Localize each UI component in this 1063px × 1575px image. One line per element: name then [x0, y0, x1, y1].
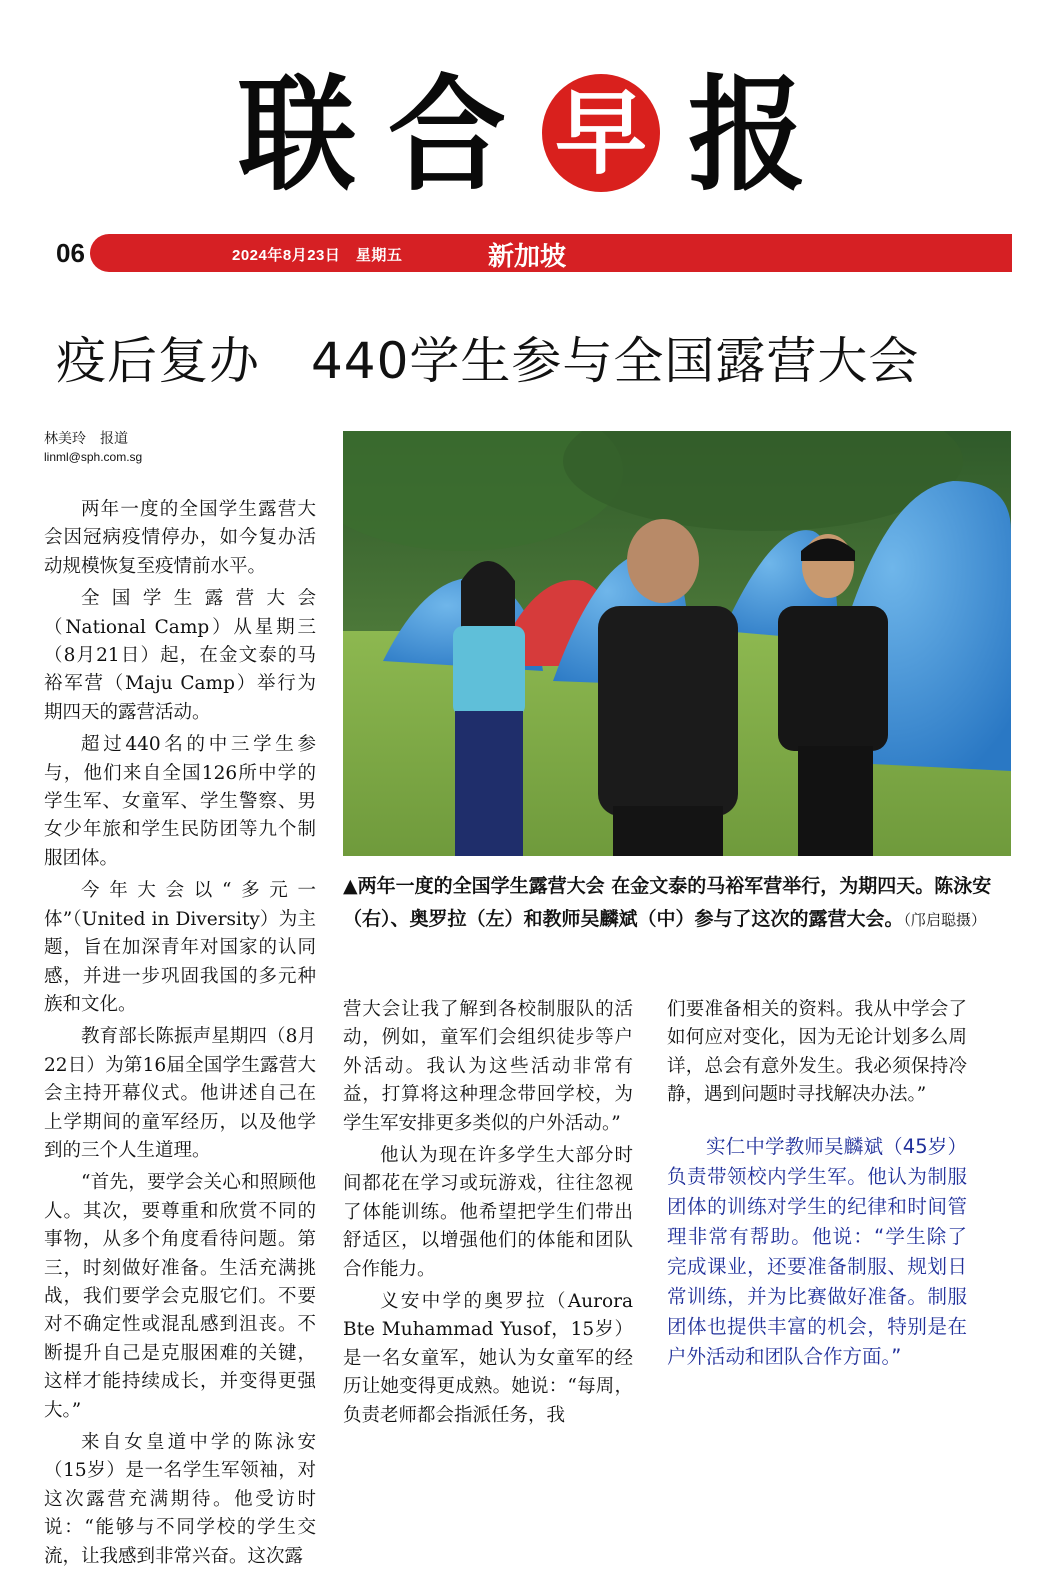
article-column-3 — [667, 996, 967, 1376]
paragraph: 们要准备相关的资料。我从中学会了如何应对变化，因为无论计划多么周详，总会有意外发生。我必须保持冷静，遇到问题时寻找解决办法。” — [667, 999, 967, 1106]
paragraph: 他认为现在许多学生大部分时间都花在学习或玩游戏，往往忽视了体能训练。他希望把学生们带出舒适区，以增强他们的体能和团队合作能力。 — [343, 1145, 633, 1280]
masthead-char-2: 合 — [387, 61, 506, 208]
byline-email: linml@sph.com.sg — [44, 450, 143, 464]
photo-illustration-icon — [343, 431, 1011, 856]
issue-date: 2024年8月23日 星期五 — [232, 247, 403, 264]
paragraph: 教育部长陈振声星期四（8月22日）为第16届全国学生露营大会主持开幕仪式。他讲述自己在上学期间的童军经历，以及他学到的三个人生道理。 — [44, 1026, 316, 1161]
article-column-2 — [343, 996, 633, 1434]
byline-author: 林美玲 报道 — [44, 431, 128, 447]
masthead-char-4: 报 — [687, 61, 806, 208]
paragraph: 两年一度的全国学生露营大会因冠病疫情停办，如今复办活动规模恢复至疫情前水平。 — [44, 499, 316, 577]
article-photo — [343, 431, 1011, 856]
masthead-logo — [232, 61, 832, 208]
masthead-char-1: 联 — [237, 61, 356, 208]
article-headline: 疫后复办 440学生参与全国露营大会 — [56, 332, 920, 390]
paragraph: 来自女皇道中学的陈泳安（15岁）是一名学生军领袖，对这次露营充满期待。他受访时说：“能够与不同学校的学生交流，让我感到非常兴奋。这次露 — [44, 1432, 316, 1567]
masthead-red-seal — [542, 74, 660, 192]
article-column-1 — [44, 496, 316, 1575]
paragraph: “首先，要学会关心和照顾他人。其次，要尊重和欣赏不同的事物，从多个角度看待问题。第三，时刻做好准备。生活充满挑战，我们要学会克服它们。不要对不确定性或混乱感到沮丧。不断提升自己是克服困难的关键，这样才能持续成长，并变得更强大。” — [44, 1172, 316, 1421]
student-girl-figure — [453, 561, 525, 856]
page-number: 06 — [56, 238, 85, 268]
paragraph: 超过440名的中三学生参与，他们来自全国126所中学的学生军、女童军、学生警察、男女少年旅和学生民防团等九个制服团体。 — [44, 734, 316, 869]
masthead-char-3: 早 — [554, 79, 647, 187]
caption-text: ▲两年一度的全国学生露营大会 在金文泰的马裕军营举行，为期四天。陈泳安（右）、奥罗拉（左）和教师吴麟斌（中）参与了这次的露营大会。 — [343, 875, 992, 930]
paragraph: 营大会让我了解到各校制服队的活动，例如，童军们会组织徒步等户外活动。我认为这些活动非常有益，打算将这种理念带回学校，为学生军安排更多类似的户外活动。” — [343, 999, 633, 1134]
highlighted-paragraph: 实仁中学教师吴麟斌（45岁）负责带领校内学生军。他认为制服团体的训练对学生的纪律和时间管理非常有帮助。他说：“学生除了完成课业，还要准备制服、规划日常训练，并为比赛做好准备。制服团体也提供丰富的机会，特别是在户外活动和团队合作方面。” — [667, 1134, 967, 1368]
paragraph: 义安中学的奥罗拉（Aurora Bte Muhammad Yusof，15岁）是一名女童军，她认为女童军的经历让她变得更成熟。她说：“每周，负责老师都会指派任务，我 — [343, 1291, 633, 1426]
photo-caption — [343, 870, 1018, 937]
paragraph: 今年大会以“多元一体”（United in Diversity）为主题，旨在加深青年对国家的认同感，并进一步巩固我国的多元种族和文化。 — [44, 880, 316, 1015]
section-name: 新加坡 — [488, 242, 567, 272]
caption-credit: （邝启聪摄） — [903, 911, 987, 929]
paragraph: 全国学生露营大会（National Camp）从星期三（8月21日）起，在金文泰的马裕军营（Maju Camp）举行为期四天的露营活动。 — [44, 588, 316, 723]
